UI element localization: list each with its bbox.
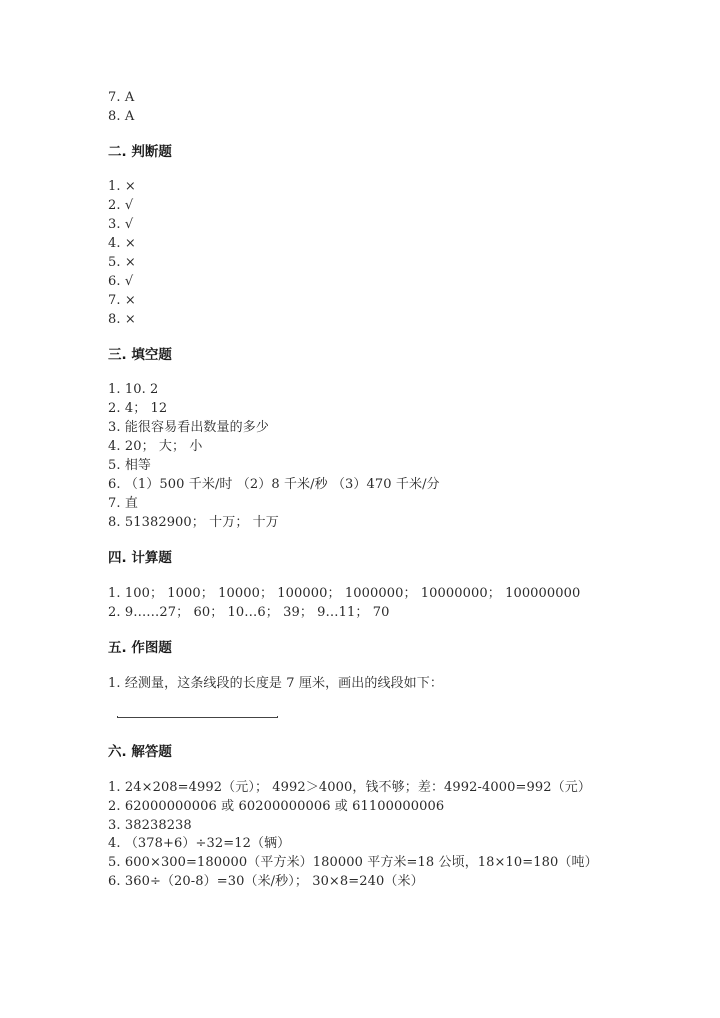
calc-answer-1: 1. 100； 1000； 10000； 100000； 1000000； 10000000； 100000000	[108, 586, 581, 601]
calc-answer-2: 2. 9……27； 60； 10…6； 39； 9…11； 70	[108, 605, 390, 620]
fill-answer-7: 7. 直	[108, 496, 138, 511]
judge-answer-5: 5. ×	[108, 255, 136, 270]
draw-answer-1: 1. 经测量，这条线段的长度是 7 厘米，画出的线段如下：	[108, 676, 443, 691]
section-heading-fill: 三. 填空题	[108, 347, 172, 363]
judge-answer-1: 1. ×	[108, 179, 136, 194]
section-heading-judge: 二. 判断题	[108, 144, 172, 160]
section-heading-solve: 六. 解答题	[108, 744, 172, 760]
judge-answer-8: 8. ×	[108, 312, 136, 327]
fill-answer-4: 4. 20； 大； 小	[108, 439, 203, 454]
solve-answer-4: 4. （378+6）÷32=12（辆）	[108, 836, 291, 851]
fill-answer-8: 8. 51382900； 十万； 十万	[108, 515, 279, 530]
fill-answer-6: 6. （1）500 千米/时 （2）8 千米/秒 （3）470 千米/分	[108, 477, 440, 492]
solve-answer-6: 6. 360÷（20-8）=30（米/秒）； 30×8=240（米）	[108, 874, 424, 889]
fill-answer-1: 1. 10. 2	[108, 382, 159, 397]
judge-answer-4: 4. ×	[108, 236, 136, 251]
section-heading-draw: 五. 作图题	[108, 640, 172, 656]
fill-answer-5: 5. 相等	[108, 458, 152, 473]
solve-answer-2: 2. 62000000006 或 60200000006 或 61100000006	[108, 799, 445, 814]
solve-answer-3: 3. 38238238	[108, 818, 192, 833]
drawn-line-segment	[117, 716, 278, 718]
fill-answer-2: 2. 4； 12	[108, 401, 168, 416]
choice-answer-7: 7. A	[108, 90, 135, 105]
choice-answer-8: 8. A	[108, 109, 135, 124]
solve-answer-1: 1. 24×208=4992（元）； 4992＞4000，钱不够；差：4992-4000=992（元）	[108, 780, 591, 795]
judge-answer-2: 2. √	[108, 198, 134, 213]
judge-answer-6: 6. √	[108, 274, 134, 289]
judge-answer-7: 7. ×	[108, 293, 136, 308]
section-heading-calc: 四. 计算题	[108, 550, 172, 566]
fill-answer-3: 3. 能很容易看出数量的多少	[108, 420, 269, 435]
judge-answer-3: 3. √	[108, 217, 134, 232]
solve-answer-5: 5. 600×300=180000（平方米）180000 平方米=18 公顷，18×10=180（吨）	[108, 855, 598, 870]
